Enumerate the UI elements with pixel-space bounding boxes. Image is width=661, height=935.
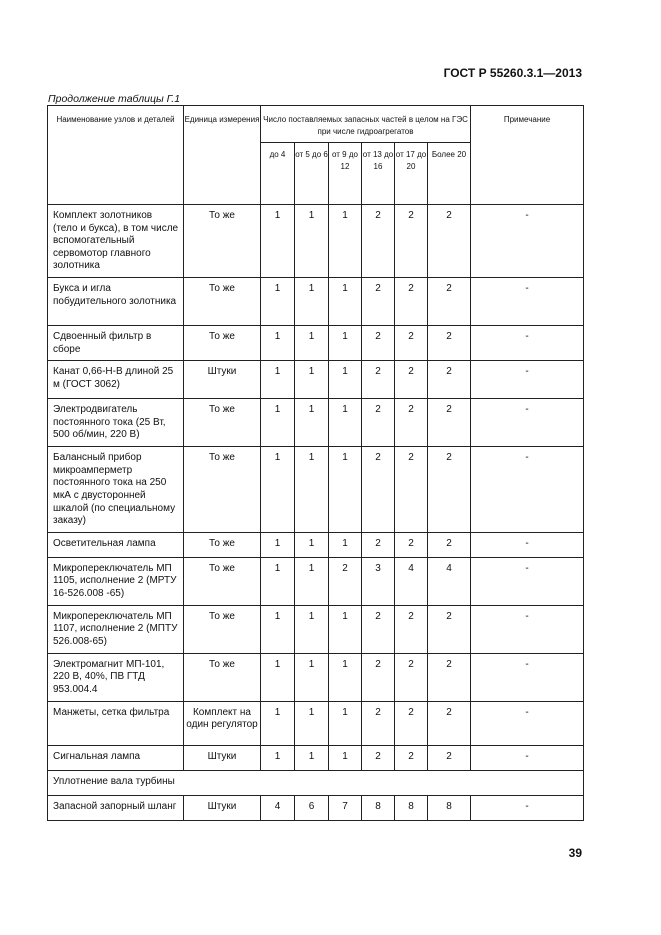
quantity-cell: 1 bbox=[261, 605, 295, 653]
quantity-cell: 2 bbox=[428, 399, 471, 447]
header-name: Наименование узлов и деталей bbox=[48, 106, 184, 205]
quantity-cell: 4 bbox=[428, 557, 471, 605]
quantity-cell: 1 bbox=[295, 653, 329, 701]
quantity-cell: 2 bbox=[428, 361, 471, 399]
quantity-cell: 1 bbox=[295, 278, 329, 326]
section-title: Уплотнение вала турбины bbox=[48, 770, 584, 795]
quantity-cell: 2 bbox=[428, 701, 471, 745]
quantity-cell: 1 bbox=[261, 532, 295, 557]
table-row bbox=[48, 653, 584, 701]
quantity-cell: 2 bbox=[362, 605, 395, 653]
header-quantity-group: Число поставляемых запасных частей в целом на ГЭС при числе гидроагрегатов bbox=[261, 106, 471, 143]
header-sub-5: от 17 до 20 bbox=[395, 143, 428, 205]
part-name-cell: Сигнальная лампа bbox=[48, 745, 184, 770]
quantity-cell: 1 bbox=[295, 605, 329, 653]
quantity-cell: 2 bbox=[395, 532, 428, 557]
part-name-cell: Электродвигатель постоянного тока (25 Вт, 500 об/мин, 220 В) bbox=[48, 399, 184, 447]
quantity-cell: 1 bbox=[295, 361, 329, 399]
quantity-cell: 3 bbox=[362, 557, 395, 605]
table-row bbox=[48, 205, 584, 278]
quantity-cell: 1 bbox=[261, 653, 295, 701]
quantity-cell: 1 bbox=[261, 278, 295, 326]
note-cell: - bbox=[471, 532, 584, 557]
quantity-cell: 2 bbox=[428, 326, 471, 361]
unit-cell: То же bbox=[184, 653, 261, 701]
quantity-cell: 8 bbox=[428, 795, 471, 820]
part-name-cell: Манжеты, сетка фильтра bbox=[48, 701, 184, 745]
page-number: 39 bbox=[568, 846, 582, 860]
quantity-cell: 1 bbox=[295, 532, 329, 557]
quantity-cell: 2 bbox=[329, 557, 362, 605]
note-cell: - bbox=[471, 557, 584, 605]
quantity-cell: 2 bbox=[395, 326, 428, 361]
note-cell: - bbox=[471, 326, 584, 361]
quantity-cell: 2 bbox=[395, 278, 428, 326]
part-name-cell: Комплект золотников (тело и букса), в том числе вспомогательный сервомотор главного золотника bbox=[48, 205, 184, 278]
part-name-cell: Запасной запорный шланг bbox=[48, 795, 184, 820]
header-sub-4: от 13 до 16 bbox=[362, 143, 395, 205]
quantity-cell: 2 bbox=[362, 326, 395, 361]
unit-cell: Штуки bbox=[184, 745, 261, 770]
unit-cell: То же bbox=[184, 557, 261, 605]
quantity-cell: 1 bbox=[329, 745, 362, 770]
quantity-cell: 1 bbox=[329, 532, 362, 557]
table-row bbox=[48, 326, 584, 361]
unit-cell: То же bbox=[184, 399, 261, 447]
note-cell: - bbox=[471, 447, 584, 533]
quantity-cell: 1 bbox=[261, 557, 295, 605]
header-sub-3: от 9 до 12 bbox=[329, 143, 362, 205]
table-row bbox=[48, 278, 584, 326]
header-sub-2: от 5 до 6 bbox=[295, 143, 329, 205]
quantity-cell: 2 bbox=[428, 532, 471, 557]
note-cell: - bbox=[471, 361, 584, 399]
quantity-cell: 1 bbox=[295, 745, 329, 770]
quantity-cell: 2 bbox=[362, 205, 395, 278]
part-name-cell: Сдвоенный фильтр в сборе bbox=[48, 326, 184, 361]
unit-cell: То же bbox=[184, 447, 261, 533]
part-name-cell: Осветительная лампа bbox=[48, 532, 184, 557]
quantity-cell: 2 bbox=[362, 399, 395, 447]
header-unit: Единица измерения bbox=[184, 106, 261, 205]
note-cell: - bbox=[471, 205, 584, 278]
quantity-cell: 1 bbox=[329, 326, 362, 361]
quantity-cell: 2 bbox=[395, 399, 428, 447]
part-name-cell: Микропереключатель МП 1107, исполнение 2 (МПТУ 526.008-65) bbox=[48, 605, 184, 653]
unit-cell: То же bbox=[184, 532, 261, 557]
unit-cell: То же bbox=[184, 278, 261, 326]
section-row bbox=[48, 770, 584, 795]
quantity-cell: 2 bbox=[395, 205, 428, 278]
quantity-cell: 1 bbox=[295, 399, 329, 447]
quantity-cell: 1 bbox=[329, 605, 362, 653]
unit-cell: Штуки bbox=[184, 795, 261, 820]
quantity-cell: 2 bbox=[395, 653, 428, 701]
quantity-cell: 2 bbox=[395, 361, 428, 399]
table-row bbox=[48, 557, 584, 605]
quantity-cell: 1 bbox=[295, 326, 329, 361]
quantity-cell: 2 bbox=[395, 701, 428, 745]
quantity-cell: 1 bbox=[329, 701, 362, 745]
quantity-cell: 2 bbox=[428, 278, 471, 326]
quantity-cell: 2 bbox=[362, 447, 395, 533]
quantity-cell: 1 bbox=[295, 557, 329, 605]
quantity-cell: 8 bbox=[362, 795, 395, 820]
standard-code: ГОСТ Р 55260.3.1—2013 bbox=[443, 66, 582, 80]
quantity-cell: 2 bbox=[395, 745, 428, 770]
quantity-cell: 1 bbox=[295, 701, 329, 745]
quantity-cell: 1 bbox=[295, 205, 329, 278]
quantity-cell: 2 bbox=[428, 745, 471, 770]
quantity-cell: 8 bbox=[395, 795, 428, 820]
table-row bbox=[48, 447, 584, 533]
quantity-cell: 2 bbox=[428, 605, 471, 653]
part-name-cell: Микропереключатель МП 1105, исполнение 2 (МРТУ 16-526.008 -65) bbox=[48, 557, 184, 605]
quantity-cell: 4 bbox=[261, 795, 295, 820]
unit-cell: Комплект на один регулятор bbox=[184, 701, 261, 745]
unit-cell: То же bbox=[184, 326, 261, 361]
quantity-cell: 2 bbox=[428, 205, 471, 278]
quantity-cell: 1 bbox=[261, 745, 295, 770]
quantity-cell: 2 bbox=[362, 532, 395, 557]
quantity-cell: 1 bbox=[329, 447, 362, 533]
quantity-cell: 1 bbox=[261, 326, 295, 361]
unit-cell: То же bbox=[184, 205, 261, 278]
part-name-cell: Букса и игла побудительного золотника bbox=[48, 278, 184, 326]
quantity-cell: 1 bbox=[261, 361, 295, 399]
quantity-cell: 1 bbox=[329, 278, 362, 326]
part-name-cell: Канат 0,66-Н-В длиной 25 м (ГОСТ 3062) bbox=[48, 361, 184, 399]
quantity-cell: 2 bbox=[362, 278, 395, 326]
spare-parts-table bbox=[47, 105, 584, 821]
quantity-cell: 1 bbox=[261, 447, 295, 533]
quantity-cell: 1 bbox=[329, 361, 362, 399]
note-cell: - bbox=[471, 278, 584, 326]
quantity-cell: 1 bbox=[261, 701, 295, 745]
note-cell: - bbox=[471, 605, 584, 653]
header-sub-6: Более 20 bbox=[428, 143, 471, 205]
quantity-cell: 2 bbox=[395, 605, 428, 653]
unit-cell: То же bbox=[184, 605, 261, 653]
quantity-cell: 1 bbox=[329, 205, 362, 278]
header-note: Примечание bbox=[471, 106, 584, 205]
table-row bbox=[48, 795, 584, 820]
table-row bbox=[48, 701, 584, 745]
table-caption: Продолжение таблицы Г.1 bbox=[48, 93, 181, 105]
table-row bbox=[48, 361, 584, 399]
quantity-cell: 2 bbox=[395, 447, 428, 533]
quantity-cell: 2 bbox=[362, 361, 395, 399]
table-row bbox=[48, 605, 584, 653]
quantity-cell: 1 bbox=[261, 399, 295, 447]
quantity-cell: 6 bbox=[295, 795, 329, 820]
quantity-cell: 7 bbox=[329, 795, 362, 820]
table-row bbox=[48, 399, 584, 447]
part-name-cell: Балансный прибор микроамперметр постоянного тока на 250 мкА с двусторонней шкалой (по специальному заказу) bbox=[48, 447, 184, 533]
note-cell: - bbox=[471, 795, 584, 820]
note-cell: - bbox=[471, 399, 584, 447]
quantity-cell: 1 bbox=[261, 205, 295, 278]
quantity-cell: 2 bbox=[428, 447, 471, 533]
table-row bbox=[48, 532, 584, 557]
quantity-cell: 1 bbox=[329, 399, 362, 447]
part-name-cell: Электромагнит МП-101, 220 В, 40%, ПВ ГТД 953.004.4 bbox=[48, 653, 184, 701]
header-sub-1: до 4 bbox=[261, 143, 295, 205]
quantity-cell: 2 bbox=[428, 653, 471, 701]
quantity-cell: 2 bbox=[362, 745, 395, 770]
quantity-cell: 4 bbox=[395, 557, 428, 605]
note-cell: - bbox=[471, 653, 584, 701]
note-cell: - bbox=[471, 701, 584, 745]
quantity-cell: 1 bbox=[329, 653, 362, 701]
table-row bbox=[48, 745, 584, 770]
quantity-cell: 2 bbox=[362, 653, 395, 701]
unit-cell: Штуки bbox=[184, 361, 261, 399]
quantity-cell: 1 bbox=[295, 447, 329, 533]
note-cell: - bbox=[471, 745, 584, 770]
quantity-cell: 2 bbox=[362, 701, 395, 745]
